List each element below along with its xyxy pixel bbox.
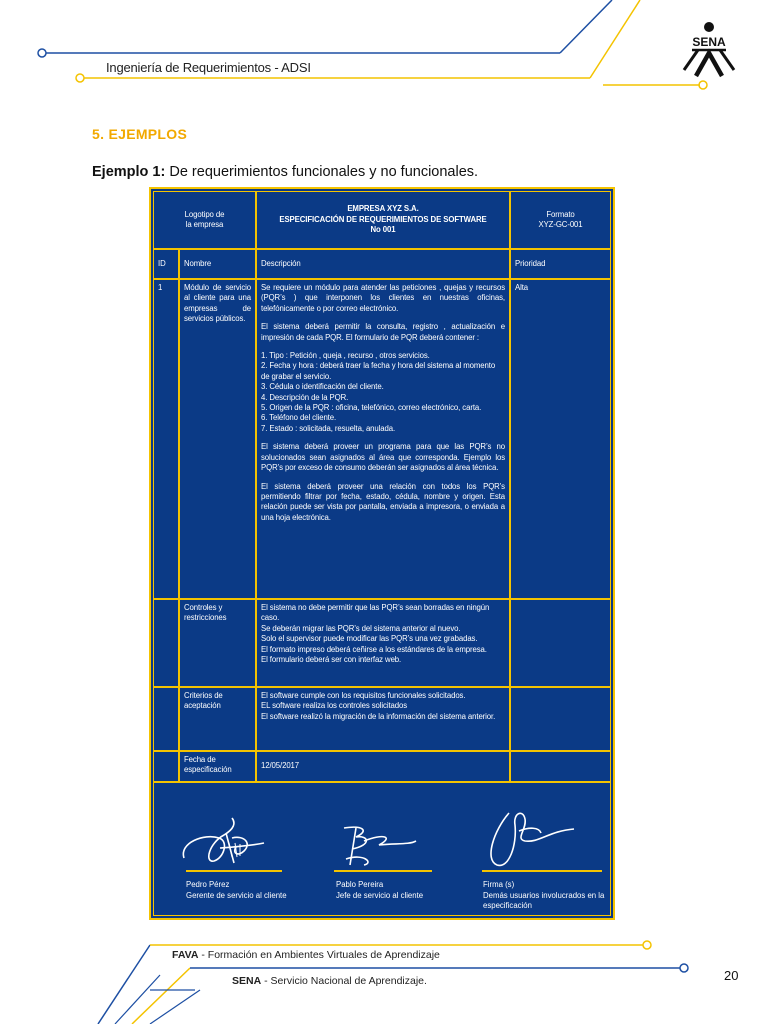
company-name: EMPRESA XYZ S.A. — [347, 204, 419, 214]
list-item: Se deberán migrar las PQR’s del sistema anterior al nuevo. — [261, 623, 461, 633]
example-heading — [92, 164, 478, 180]
signature-line-3 — [482, 870, 602, 872]
list-item: 1. Tipo : Petición , queja , recurso , otros servicios. — [261, 351, 430, 361]
signature-line-2 — [334, 870, 432, 872]
row2-description — [256, 599, 510, 687]
format-code: XYZ-GC-001 — [538, 220, 583, 229]
signature-1-image — [174, 813, 269, 873]
row1-paragraph-3: El sistema deberá proveer un programa para que las PQR’s no solucionados sean asignados al área que corresponda. Ejemplo los PQR’s por exceso de consumo deberán ser asignados al área técnica. — [261, 442, 505, 473]
document-number: No 001 — [370, 225, 396, 235]
page-number: 20 — [724, 968, 739, 983]
list-item: 4. Descripción de la PQR. — [261, 392, 349, 402]
document-title: ESPECIFICACIÓN DE REQUERIMIENTOS DE SOFTWARE — [279, 214, 487, 224]
logo-cell-line2: la empresa — [185, 220, 224, 229]
row1-id: 1 — [153, 279, 179, 599]
row1-field-list — [261, 351, 505, 434]
list-item: El software realizó la migración de la información del sistema anterior. — [261, 711, 496, 721]
signatory-1-name: Pedro Pérez — [186, 880, 230, 889]
format-label: Formato — [546, 209, 575, 219]
list-item: 3. Cédula o identificación del cliente. — [261, 382, 384, 392]
row1-name — [179, 279, 256, 599]
col-header-name: Nombre — [179, 249, 256, 279]
list-item: 7. Estado : solicitada, resuelta, anulada. — [261, 423, 396, 433]
list-item: El formulario deberá ser con interfaz web. — [261, 655, 402, 665]
list-item: El software cumple con los requisitos funcionales solicitados. — [261, 691, 466, 700]
row1-paragraph-1: Se requiere un módulo para atender las peticiones , quejas y recursos (PQR’s ) que interponen los clientes en nuestras oficinas, telefónicamente o por correo electrónico. — [261, 283, 505, 313]
footer-fava-bold: FAVA — [172, 949, 199, 961]
signature-line-1 — [186, 870, 282, 872]
list-item: Solo el supervisor puede modificar las PQR’s una vez grabadas. — [261, 634, 478, 644]
list-item: EL software realiza los controles solicitados — [261, 701, 408, 711]
list-item: 5. Origen de la PQR : oficina, telefónico, correo electrónico, carta. — [261, 403, 482, 413]
requirements-table — [149, 187, 615, 920]
sena-logo — [680, 20, 738, 78]
signatory-3-role: Demás usuarios involucrados en la especificación — [483, 891, 605, 910]
footer-fava — [172, 949, 440, 961]
row1-name-text: Módulo de servicio al cliente para una empresas de servicios públicos. — [184, 283, 251, 324]
section-title: 5. EJEMPLOS — [92, 126, 188, 142]
signatory-3-name: Firma (s) — [483, 880, 515, 889]
col-header-id: ID — [153, 249, 179, 279]
row1-paragraph-2: El sistema deberá permitir la consulta, registro , actualización e impresión de cada PQR. El formulario de PQR deberá contener : — [261, 322, 505, 342]
row3-priority — [510, 687, 611, 751]
example-text: De requerimientos funcionales y no funcionales. — [165, 164, 479, 180]
signature-3-image — [479, 805, 579, 875]
footer-sena — [232, 975, 427, 987]
example-label: Ejemplo 1: — [92, 164, 166, 180]
row1-description — [256, 279, 510, 599]
document-title-cell — [256, 191, 510, 249]
logo-text: SENA — [692, 35, 726, 49]
logo-cell-line1: Logotipo de — [184, 209, 225, 219]
col-header-priority: Prioridad — [510, 249, 611, 279]
row3-id — [153, 687, 179, 751]
footer-sena-text: - Servicio Nacional de Aprendizaje. — [261, 975, 427, 987]
list-item: 6. Teléfono del cliente. — [261, 413, 337, 423]
list-item: El formato impreso deberá ceñirse a los estándares de la empresa. — [261, 644, 487, 654]
row2-name: Controles y restricciones — [179, 599, 256, 687]
list-item: 2. Fecha y hora : deberá traer la fecha y hora del sistema al momento de grabar el servicio. — [261, 361, 496, 381]
signature-area — [153, 782, 611, 916]
signatory-1-role: Gerente de servicio al cliente — [186, 891, 287, 900]
logo-cell — [153, 191, 256, 249]
row4-name: Fecha de especificación — [179, 751, 256, 782]
row4-priority — [510, 751, 611, 782]
row2-id — [153, 599, 179, 687]
col-header-description: Descripción — [256, 249, 510, 279]
signatory-2-role: Jefe de servicio al cliente — [336, 891, 424, 900]
row4-date: 12/05/2017 — [256, 751, 510, 782]
row1-paragraph-4: El sistema deberá proveer una relación con todos los PQR’s permitiendo filtrar por fecha, estado, cédula, nombre y origen. Esta relación puede ser vista por pantalla, enviada a impresora, o enviada a una hoja electrónica. — [261, 481, 505, 522]
signature-2-image — [334, 823, 424, 868]
row4-id — [153, 751, 179, 782]
list-item: El sistema no debe permitir que las PQR’s sean borradas en ningún caso. — [261, 603, 490, 623]
footer-sena-bold: SENA — [232, 975, 262, 987]
header-title: Ingeniería de Requerimientos - ADSI — [106, 60, 311, 75]
row1-priority: Alta — [510, 279, 611, 599]
format-cell — [510, 191, 611, 249]
row2-priority — [510, 599, 611, 687]
signatory-2-name: Pablo Pereira — [336, 880, 384, 889]
row3-name: Criterios de aceptación — [179, 687, 256, 751]
row3-description — [256, 687, 510, 751]
footer-fava-text: - Formación en Ambientes Virtuales de Aprendizaje — [198, 949, 440, 961]
